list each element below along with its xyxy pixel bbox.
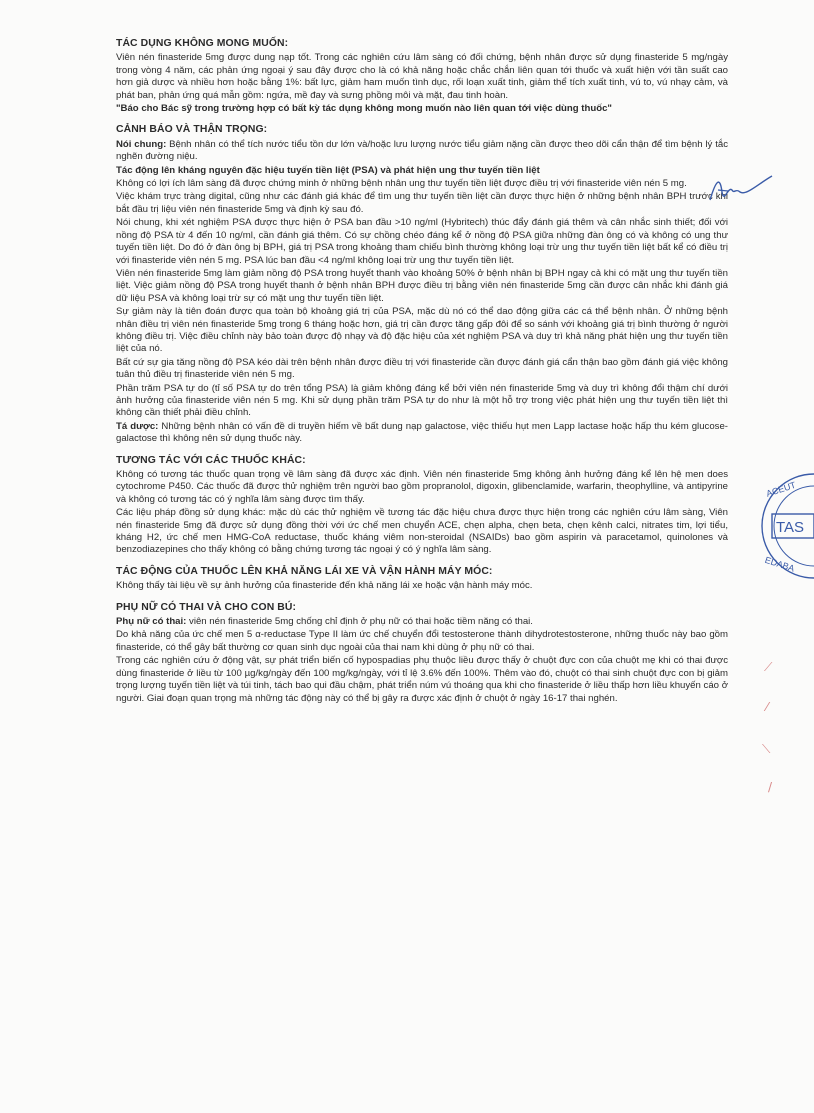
pregnancy-section bbox=[116, 602, 728, 705]
adverse-effects-title: TÁC DỤNG KHÔNG MONG MUỐN: bbox=[116, 38, 289, 49]
warnings-general-label: Nói chung: bbox=[116, 138, 167, 150]
psa-heading: Tác động lên kháng nguyên đặc hiệu tuyến tiền liệt (PSA) và phát hiện ung thư tuyến tiền liệt bbox=[116, 164, 540, 176]
excipient-text: Những bệnh nhân có vấn đề di truyền hiếm về bất dung nạp galactose, việc thiếu hụt men Lapp lactase hoặc hấp thu kém glucose-galactose thì không nên sử dụng thuốc này. bbox=[116, 420, 728, 445]
adverse-effects-paragraph: Viên nén finasteride 5mg được dung nạp tốt. Trong các nghiên cứu lâm sàng có đối chứng, bệnh nhân được sử dụng finasteride 5 mg/ngày trong vòng 4 năm, các phản ứng ngoại ý sau đây được cho là có khả năng hoặc chắc chắn liên quan tới thuốc và xuất hiện với tần suất cao hơn giả dược và nhiều hơn hoặc bằng 1%: bất lực, giảm ham muốn tình dục, rối loạn xuất tinh, giảm thể tích xuất tinh, vú to, vú nhạy cảm, và phát ban, phản ứng quá mẫn gồm: ngứa, mề đay và sưng phồng môi và mặt, đau tinh hoàn. bbox=[116, 52, 728, 101]
warnings-paragraph: Không có lợi ích lâm sàng đã được chứng minh ở những bệnh nhân ung thư tuyến tiền liệt được điều trị với finasteride viên nén 5 mg. bbox=[116, 178, 687, 190]
interactions-section bbox=[116, 455, 728, 557]
red-mark: ⁄ bbox=[766, 700, 769, 714]
stamp-text-bottom: EDABA bbox=[763, 554, 796, 574]
pregnancy-title: PHỤ NỮ CÓ THAI VÀ CHO CON BÚ: bbox=[116, 601, 297, 613]
warnings-paragraph: Nói chung, khi xét nghiệm PSA được thực hiện ở PSA ban đầu >10 ng/ml (Hybritech) thúc đẩy đánh giá thêm và cân nhắc sinh thiết; đối với nồng độ PSA từ 4 đến 10 ng/ml, cần đánh giá thêm. Có sự chồng chéo đáng kể ở nồng độ PSA giữa những đàn ông có và không có ung thư tuyến tiền liệt. Do đó ở đàn ông bị BPH, giá trị PSA trong khoảng tham chiếu bình thường không loại trừ ung thư tuyến tiền liệt bất kể có điều trị với finasteride viên nén 5 mg. PSA lúc ban đầu <4 ng/ml không loại trừ ung thư tuyến tiền liệt. bbox=[116, 217, 728, 266]
warnings-general-paragraph bbox=[116, 139, 728, 164]
driving-section bbox=[116, 566, 728, 593]
adverse-effects-note: "Báo cho Bác sỹ trong trường hợp có bất kỳ tác dụng không mong muốn nào liên quan tới việc dùng thuốc" bbox=[116, 103, 612, 115]
pregnancy-text: viên nén finasteride 5mg chống chỉ định ở phụ nữ có thai hoặc tiềm năng có thai. bbox=[186, 616, 533, 628]
red-margin-marks bbox=[760, 660, 790, 810]
signature-mark bbox=[706, 170, 776, 210]
document-body bbox=[116, 38, 728, 714]
adverse-effects-section bbox=[116, 38, 728, 115]
excipient-label: Tá dược: bbox=[116, 420, 159, 432]
interactions-title: TƯƠNG TÁC VỚI CÁC THUỐC KHÁC: bbox=[116, 454, 306, 466]
red-mark: ⟍ bbox=[762, 742, 771, 756]
pregnancy-paragraph: Trong các nghiên cứu ở động vật, sự phát triển biến cố hypospadias phụ thuộc liều được thấy ở chuột đực con của chuột mẹ khi có thai được dùng finasteride ở liều từ 100 µg/kg/ngày đến 100 mg/kg/ngày, với tỉ lệ 3.6% đến 100%. Thêm vào đó, chuột có thai sinh chuột đực con bị giảm trọng lượng tuyến tiền liệt và túi tinh, tách bao qui đầu chậm, phát triển núm vú thoáng qua khi cho finasteride ở liều thấp hơn liều khuyến cáo ở người. Giai đoạn quan trọng mà những tác động này có thể bị gây ra được xác định ở chuột ở ngày 16-17 thai nghén. bbox=[116, 655, 728, 704]
excipient-paragraph bbox=[116, 421, 728, 446]
signature-stroke bbox=[710, 176, 772, 200]
red-mark: ⟋ bbox=[764, 660, 773, 674]
warnings-paragraph: Bất cứ sự gia tăng nồng độ PSA kéo dài trên bệnh nhân được điều trị với finasteride cần được đánh giá cẩn thận bao gồm đánh giá việc không tuân thủ điều trị finasteride viên nén 5 mg. bbox=[116, 356, 728, 381]
warnings-general-text: Bệnh nhân có thể tích nước tiểu tồn dư lớn và/hoặc lưu lượng nước tiểu giảm nặng cần được theo dõi cẩn thận để tìm bệnh lý tắc nghẽn đường niệu. bbox=[116, 138, 728, 163]
interactions-paragraph: Không có tương tác thuốc quan trọng về lâm sàng đã được xác định. Viên nén finasteride 5mg không ảnh hưởng đáng kể lên hệ men does cytochrome P450. Các thuốc đã được thử nghiệm trên người bao gồm propranolol, digoxin, glibenclamide, warfarin, theophylline, và antipyrine và không có tương tác có ý nghĩa lâm sàng được tìm thấy. bbox=[116, 469, 728, 505]
pregnancy-label: Phụ nữ có thai: bbox=[116, 616, 187, 628]
signature-stroke bbox=[718, 190, 728, 191]
warnings-paragraph: Viên nén finasteride 5mg làm giảm nồng độ PSA trong huyết thanh vào khoảng 50% ở bệnh nhân bị BPH ngay cả khi có mặt ung thư tuyến tiền liệt. Việc giảm nồng độ PSA trong huyết thanh ở bệnh nhân BPH được điều trị bằng viên nén finasteride 5mg cần được cân nhắc khi đánh giá dữ liệu PSA và không loại trừ sự có mặt ung thư tuyến tiền liệt. bbox=[116, 267, 728, 304]
warnings-section bbox=[116, 124, 728, 445]
driving-title: TÁC ĐỘNG CỦA THUỐC LÊN KHẢ NĂNG LÁI XE VÀ VẬN HÀNH MÁY MÓC: bbox=[116, 565, 493, 577]
interactions-paragraph: Các liệu pháp đồng sử dụng khác: mặc dù các thử nghiệm về tương tác đặc hiệu chưa được thực hiện trong các nghiên cứu lâm sàng, Viên nén finasteride 5mg đã được sử dụng đồng thời với ức chế men chuyển ACE, chẹn alpha, chẹn beta, chẹn kênh calci, nitrates tim, lợi tiểu, kháng H2, ức chế men HMG-CoA reductase, thuốc kháng viêm non-steroidal (NSAIDs) bao gồm aspirin và paracetamol, quinolones và benzodiazepines cho thấy không có bằng chứng tương tác ngoại ý có ý nghĩa lâm sàng. bbox=[116, 507, 728, 556]
stamp-text-top: ACEUT bbox=[764, 479, 798, 499]
red-mark: / bbox=[768, 780, 773, 794]
pharmacy-stamp bbox=[752, 470, 814, 582]
pregnancy-paragraph: Do khả năng của ức chế men 5 α-reductase Type II làm ức chế chuyển đổi testosterone thành dihydrotestosterone, những thuốc này bao gồm finasteride, có thể gây bất thường cơ quan sinh dục ngoài của thai nam khi dùng ở phụ nữ có thai. bbox=[116, 629, 728, 653]
warnings-paragraph: Việc khám trực tràng digital, cũng như các đánh giá khác để tìm ung thư tuyến tiền liệt cần được thực hiện ở những bệnh nhân BPH trước khi bắt đầu trị liệu viên nén finasteride 5mg và định kỳ sau đó. bbox=[116, 191, 728, 215]
pregnancy-paragraph bbox=[116, 616, 728, 628]
driving-paragraph: Không thấy tài liệu về sự ảnh hưởng của finasteride đến khả năng lái xe hoặc vận hành máy móc. bbox=[116, 580, 533, 592]
warnings-paragraph: Sự giảm này là tiên đoán được qua toàn bộ khoảng giá trị của PSA, mặc dù nó có thể dao động giữa các cá thể bệnh nhân. Ở những bệnh nhân điều trị viên nén finasteride 5mg trong 6 tháng hoặc hơn, giá trị cần được tăng gấp đôi để so sánh với khoảng giá trị bình thường ở người không điều trị. Việc điều chỉnh này bảo toàn được độ nhạy và độ đặc hiệu của xét nghiệm PSA và duy trì khả năng phát hiện ung thư tuyến tiền liệt của nó. bbox=[116, 306, 728, 355]
warnings-title: CẢNH BÁO VÀ THẬN TRỌNG: bbox=[116, 124, 268, 136]
warnings-paragraph: Phần trăm PSA tự do (tỉ số PSA tự do trên tổng PSA) là giảm không đáng kể bởi viên nén finasteride 5mg và duy trì không đổi thậm chí dưới ảnh hưởng của finasteride viên nén 5 mg. Khi sử dụng phần trăm PSA tự do như là một hỗ trợ trong việc phát hiện ung thư tuyến tiền liệt thì không cần thiết phải điều chỉnh. bbox=[116, 382, 728, 419]
stamp-text-mid: TAS bbox=[776, 519, 805, 536]
